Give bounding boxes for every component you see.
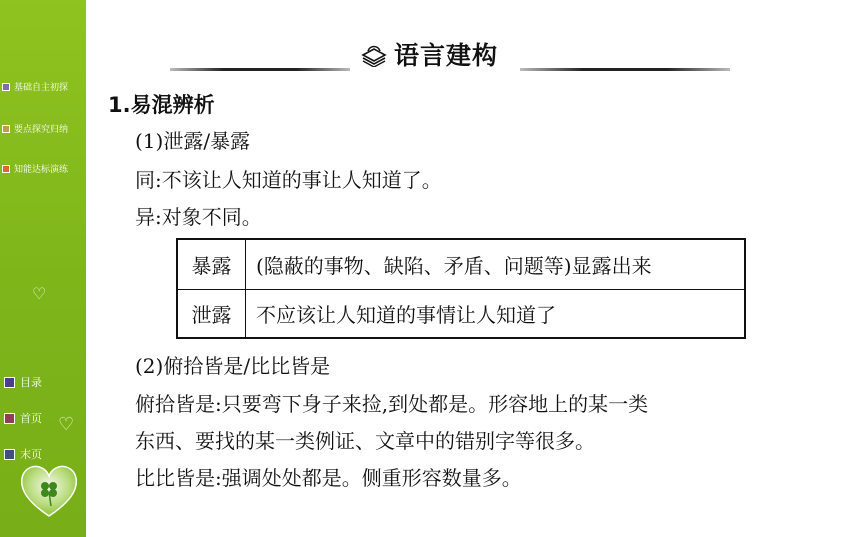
table-desc-cell: (隐蔽的事物、缺陷、矛盾、问题等)显露出来 <box>246 239 746 290</box>
text-line: 俯拾皆是:只要弯下身子来捡,到处都是。形容地上的某一类 <box>135 392 649 416</box>
section-marker-icon <box>2 165 10 173</box>
section-title <box>360 36 498 72</box>
nav-label: 首页 <box>20 412 42 425</box>
text-line: 同:不该让人知道的事让人知道了。 <box>135 168 442 192</box>
nav-home-button[interactable] <box>4 410 42 426</box>
table-term-cell: 暴露 <box>177 239 246 290</box>
text-line: (2)俯拾皆是/比比皆是 <box>135 354 331 378</box>
table-term-cell: 泄露 <box>177 290 246 339</box>
section-link-label: 知能达标演练 <box>14 165 69 175</box>
section-title-banner <box>170 36 730 72</box>
text-line: 异:对象不同。 <box>135 205 262 229</box>
heart-icon: ♡ <box>32 284 47 303</box>
section-link-basic[interactable] <box>2 80 68 93</box>
text-line: 东西、要找的某一类例证、文章中的错别字等很多。 <box>135 429 595 453</box>
section-link-label: 基础自主初探 <box>14 83 69 93</box>
text-line: 比比皆是:强调处处都是。侧重形容数量多。 <box>135 466 522 490</box>
section-title-text: 语言建构 <box>394 41 499 70</box>
nav-marker-icon <box>4 377 15 388</box>
section-marker-icon <box>2 83 10 91</box>
book-stack-icon <box>360 41 388 67</box>
clover-heart-icon <box>18 462 80 518</box>
nav-last-button[interactable] <box>4 446 42 462</box>
section-link-practice[interactable] <box>2 162 68 175</box>
section-link-keypoints[interactable] <box>2 122 68 135</box>
nav-contents-button[interactable] <box>4 374 42 390</box>
nav-marker-icon <box>4 449 15 460</box>
heart-icon: ♡ <box>58 414 75 435</box>
nav-marker-icon <box>4 413 15 424</box>
title-divider <box>170 68 350 71</box>
table-row <box>177 290 745 339</box>
title-divider <box>520 68 730 71</box>
table-row <box>177 239 745 290</box>
subsection-heading: 1.易混辨析 <box>108 93 215 117</box>
sidebar <box>0 0 86 537</box>
table-desc-cell: 不应该让人知道的事情让人知道了 <box>246 290 746 339</box>
nav-label: 目录 <box>20 376 42 389</box>
section-link-label: 要点探究归纳 <box>14 125 69 135</box>
text-line: (1)泄露/暴露 <box>135 129 251 153</box>
section-marker-icon <box>2 125 10 133</box>
comparison-table <box>176 238 746 339</box>
nav-label: 末页 <box>20 448 42 461</box>
